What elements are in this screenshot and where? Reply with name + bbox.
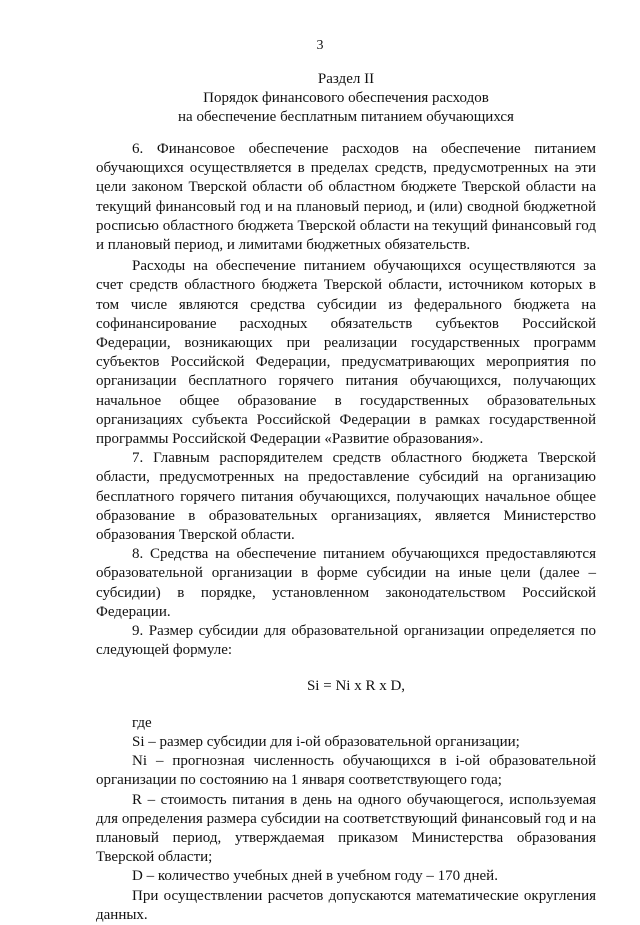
section-header [96,70,596,127]
definition-r: R – стоимость питания в день на одного обучающегося, используемая для определения размера субсидии на соответствующий финансовый год и на плановый период, утверждаемая приказом Министерства образования Тверской области; [96,791,596,866]
definition-d: D – количество учебных дней в учебном году – 170 дней. [132,868,498,885]
section-subtitle-line1: Порядок финансового обеспечения расходов [203,90,489,106]
definition-si: Si – размер субсидии для i-ой образовательной организации; [132,733,520,750]
paragraph-7: 7. Главным распорядителем средств областного бюджета Тверской области, предусмотренных на предоставление субсидий на организацию бесплатного горячего питания обучающихся, получающих начальное общее образование в образовательных организациях, является Министерство образования Тверской области. [96,450,596,544]
section-subtitle-line2: на обеспечение бесплатным питанием обучающихся [178,109,514,125]
subsidy-formula: Si = Ni x R x D, [306,678,406,695]
section-title: Раздел II [317,71,375,87]
page-number: 3 [316,38,324,53]
paragraph-6: 6. Финансовое обеспечение расходов на обеспечение питанием обучающихся осуществляется в пределах средств, предусмотренных на эти цели законом Тверской области об областном бюджете Тверской области на текущий финансовый год и на плановый период, и (или) сводной бюджетной росписью областного бюджета Тверской области на текущий финансовый год и плановый период, и лимитами бюджетных обязательств. [96,141,596,254]
document-body [96,140,596,925]
paragraph-8: 8. Средства на обеспечение питанием обучающихся предоставляются образовательной организации в форме субсидии на иные цели (далее – субсидии) в порядке, установленном законодательством Российской Федерации. [96,546,596,620]
paragraph-9: 9. Размер субсидии для образовательной организации определяется по следующей формуле: [96,623,596,659]
paragraph-6-continued: Расходы на обеспечение питанием обучающихся осуществляются за счет средств областного бюджета Тверской области, источником которых в том числе являются средства субсидии из федерального бюджета на софинансирование расходных обязательств субъектов Российской Федерации, возникающих при реализации государственных программ субъектов Российской Федерации, предусматривающих мероприятия по организации бесплатного горячего питания обучающихся, получающих начальное общее образование в государственных образовательных организациях субъекта Российской Федерации в рамках государственной программы Российской Федерации «Развитие образования». [96,258,596,448]
definition-ni: Ni – прогнозная численность обучающихся в i-ой образовательной организации по состоянию на 1 января соответствующего года; [96,753,596,789]
rounding-note: При осуществлении расчетов допускаются математические округления данных. [96,887,596,923]
formula-where-label: где [132,714,152,731]
